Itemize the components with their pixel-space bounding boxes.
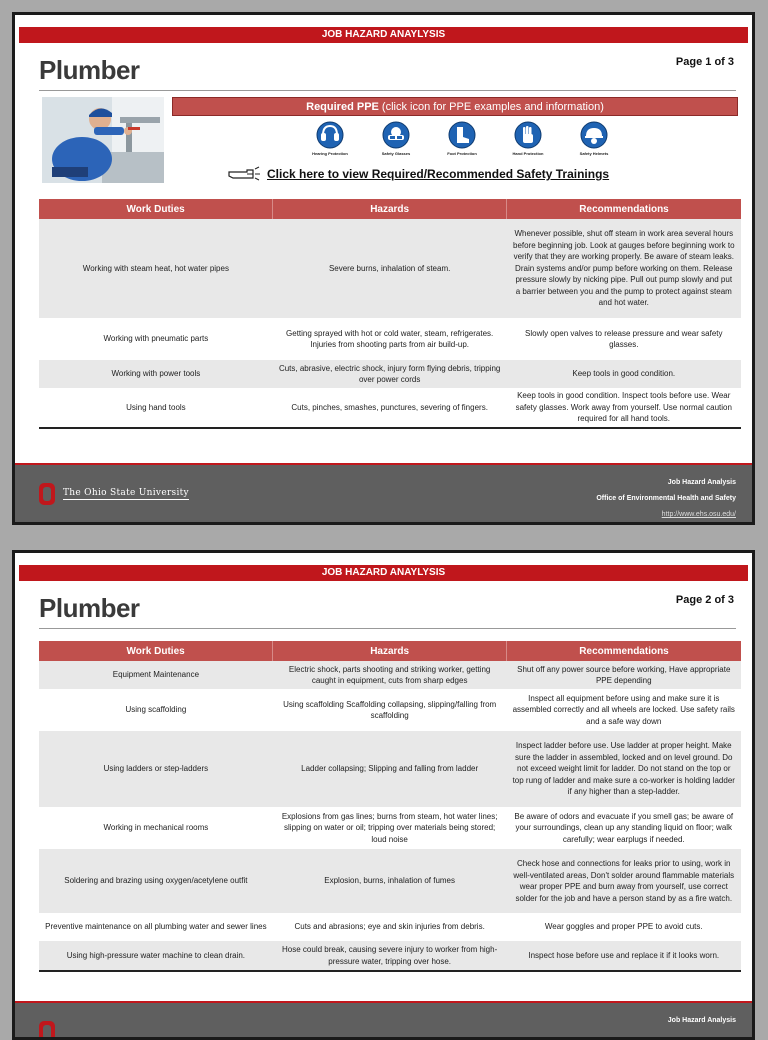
column-header: Work Duties	[39, 641, 273, 661]
table-row	[39, 360, 741, 388]
recommendation-cell: Shut off any power source before working, Have appropriate PPE depending	[507, 661, 741, 689]
column-header: Hazards	[273, 199, 507, 219]
work-duty-cell: Working with pneumatic parts	[39, 318, 273, 360]
work-duty-cell: Working with power tools	[39, 360, 273, 388]
column-header: Recommendations	[507, 641, 741, 661]
ppe-foot-protection[interactable]	[429, 121, 495, 163]
column-header: Recommendations	[507, 199, 741, 219]
recommendation-cell: Wear goggles and proper PPE to avoid cuts.	[507, 913, 741, 941]
hard-hat-icon	[580, 121, 608, 149]
recommendation-cell: Be aware of odors and evacuate if you smell gas; be aware of your surroundings, clean up any standing liquid on floor; walk carefully; wear earplugs if needed.	[507, 807, 741, 849]
ppe-label: Safety Glasses	[381, 151, 411, 156]
table-row	[39, 941, 741, 971]
ppe-hand-protection[interactable]	[495, 121, 561, 163]
work-duty-cell: Equipment Maintenance	[39, 661, 273, 689]
title-divider	[39, 90, 736, 91]
glove-icon	[514, 121, 542, 149]
hazard-table-page-2	[39, 641, 741, 972]
hazard-cell: Severe burns, inhalation of steam.	[273, 219, 507, 318]
work-duty-cell: Working in mechanical rooms	[39, 807, 273, 849]
required-ppe-bar	[172, 97, 738, 116]
block-o-icon	[39, 483, 55, 505]
column-header: Hazards	[273, 641, 507, 661]
plumber-photo	[42, 97, 164, 183]
recommendation-cell: Slowly open valves to release pressure and wear safety glasses.	[507, 318, 741, 360]
ppe-label: Hearing Protection	[312, 151, 348, 156]
table-row	[39, 913, 741, 941]
hazard-cell: Cuts, pinches, smashes, punctures, severing of fingers.	[273, 388, 507, 428]
page-title: Plumber	[39, 593, 140, 623]
hazard-cell: Getting sprayed with hot or cold water, steam, refrigerates. Injuries from shooting parts from air build-up.	[273, 318, 507, 360]
table-row	[39, 661, 741, 689]
column-header: Work Duties	[39, 199, 273, 219]
table-row	[39, 807, 741, 849]
work-duty-cell: Using ladders or step-ladders	[39, 731, 273, 807]
recommendation-cell: Keep tools in good condition.	[507, 360, 741, 388]
work-duty-cell: Using scaffolding	[39, 689, 273, 731]
university-name: The Ohio State University	[63, 488, 189, 498]
recommendation-cell: Inspect ladder before use. Use ladder at proper height. Make sure the ladder in assembled, locked and on level ground. Do not exceed weight limit for ladder. Do not stand on the top or top rung of ladder and make sure a co-worker is holding ladder if any higher than a step-ladder.	[507, 731, 741, 807]
footer-info	[596, 475, 736, 523]
table-row	[39, 219, 741, 318]
ppe-hearing-protection[interactable]	[297, 121, 363, 163]
recommendation-cell: Whenever possible, shut off steam in work area several hours before beginning job. Look at gauges before beginning work to verify that they are working properly. Be aware of steam leaks. Drain systems and/or pump before working on them. Release pressure slowly by nicking pipe. Pull out pump slowly and put a barrier between you and the pump to protect against steam and hot water.	[507, 219, 741, 318]
work-duty-cell: Working with steam heat, hot water pipes	[39, 219, 273, 318]
document-page-2	[12, 550, 755, 1040]
hazard-cell: Explosions from gas lines; burns from steam, hot water lines; slipping on water or oil; tripping over materials being stored; loud noise	[273, 807, 507, 849]
ppe-label: Hand Protection	[512, 151, 544, 156]
title-divider	[39, 628, 736, 629]
table-row	[39, 318, 741, 360]
hazard-cell: Cuts and abrasions; eye and skin injuries from debris.	[273, 913, 507, 941]
footer-url-link[interactable]: http://www.ehs.osu.edu/	[661, 511, 736, 518]
work-duty-cell: Soldering and brazing using oxygen/acetylene outfit	[39, 849, 273, 913]
work-duty-cell: Using high-pressure water machine to clean drain.	[39, 941, 273, 971]
safety-glasses-icon	[382, 121, 410, 149]
table-row	[39, 388, 741, 428]
hazard-table-page-1	[39, 199, 741, 429]
banner: JOB HAZARD ANAYLYSIS	[19, 565, 748, 581]
table-row	[39, 689, 741, 731]
table-row	[39, 849, 741, 913]
hazard-cell: Using scaffolding Scaffolding collapsing, slipping/falling from scaffolding	[273, 689, 507, 731]
footer-line-1: Job Hazard Analysis	[667, 1017, 736, 1024]
ppe-icon-row	[297, 121, 627, 163]
footer-info	[668, 1013, 736, 1029]
ppe-label: Safety Helmets	[579, 151, 609, 156]
ppe-safety-helmets[interactable]	[561, 121, 627, 163]
recommendation-cell: Inspect all equipment before using and make sure it is assembled correctly and all wheels are locked. Use safety rails and a safe way down	[507, 689, 741, 731]
hazard-cell: Explosion, burns, inhalation of fumes	[273, 849, 507, 913]
page-number: Page 1 of 3	[675, 56, 734, 68]
trainings-link-row[interactable]	[227, 166, 609, 182]
footer	[15, 1003, 752, 1040]
page-title: Plumber	[39, 55, 140, 85]
recommendation-cell: Check hose and connections for leaks prior to using, work in well-ventilated areas, Don't solder around flammable materials wear proper PPE and burn away from yourself, use correct solder for the job and have a person stand by as a fire watch.	[507, 849, 741, 913]
footer	[15, 465, 752, 525]
osu-logo	[39, 483, 189, 505]
recommendation-cell: Inspect hose before use and replace it if it looks worn.	[507, 941, 741, 971]
footer-line-2: Office of Environmental Health and Safety	[596, 495, 736, 502]
ppe-bar-title: Required PPE	[306, 101, 379, 113]
hazard-cell: Electric shock, parts shooting and striking worker, getting caught in equipment, cuts from sharp edges	[273, 661, 507, 689]
ppe-bar-note: (click icon for PPE examples and information)	[378, 101, 604, 113]
work-duty-cell: Using hand tools	[39, 388, 273, 428]
footer-line-1: Job Hazard Analysis	[667, 479, 736, 486]
ppe-label: Foot Protection	[447, 151, 477, 156]
banner: JOB HAZARD ANAYLYSIS	[19, 27, 748, 43]
document-page-1	[12, 12, 755, 525]
ppe-safety-glasses[interactable]	[363, 121, 429, 163]
ear-muffs-icon	[316, 121, 344, 149]
table-row	[39, 731, 741, 807]
recommendation-cell: Keep tools in good condition. Inspect tools before use. Wear safety glasses. Work away from yourself. Use normal caution required for all hand tools.	[507, 388, 741, 428]
trainings-link[interactable]: Click here to view Required/Recommended Safety Trainings	[267, 167, 610, 181]
work-duty-cell: Preventive maintenance on all plumbing water and sewer lines	[39, 913, 273, 941]
pointing-hand-icon	[227, 166, 261, 182]
hazard-cell: Ladder collapsing; Slipping and falling from ladder	[273, 731, 507, 807]
hazard-cell: Hose could break, causing severe injury to worker from high-pressure water, tripping over hose.	[273, 941, 507, 971]
hazard-cell: Cuts, abrasive, electric shock, injury form flying debris, tripping over power cords	[273, 360, 507, 388]
safety-boot-icon	[448, 121, 476, 149]
page-number: Page 2 of 3	[675, 594, 734, 606]
